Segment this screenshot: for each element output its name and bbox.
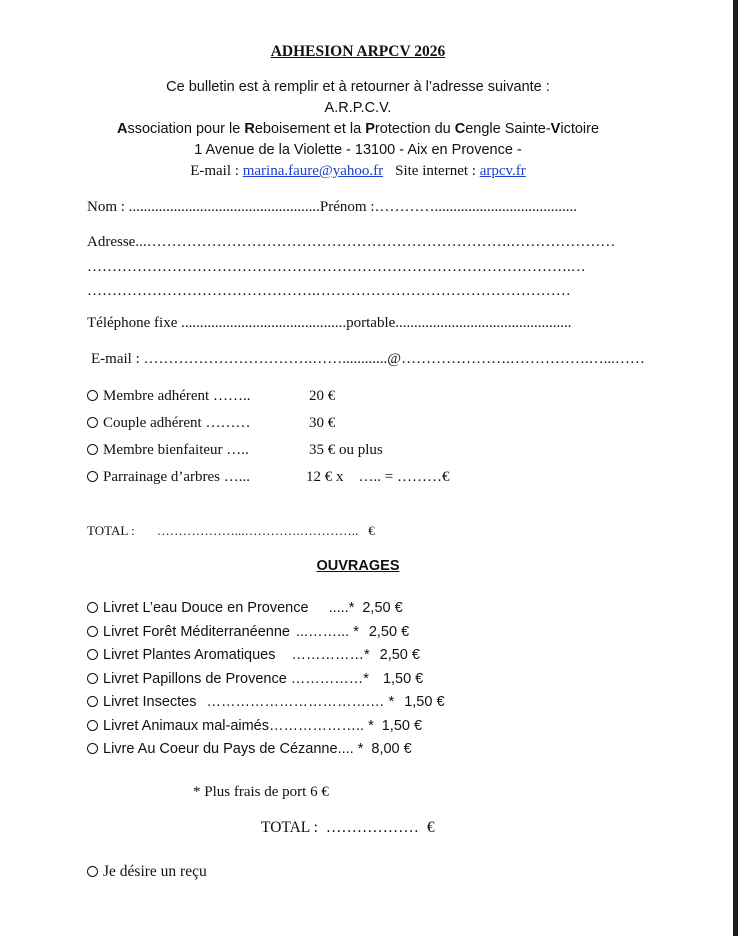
book-option[interactable] [87,693,467,712]
membership-amount: 12 € x ….. = ………€ [306,469,450,485]
book-option[interactable] [87,740,467,759]
prenom-field[interactable]: …………...................................... [374,199,578,215]
name-field-line [87,198,647,217]
total-label: TOTAL : [261,819,318,836]
membership-label: Membre bienfaiteur ….. [103,442,249,458]
membership-amount: 30 € [309,415,336,431]
association-name [0,119,716,140]
membership-option[interactable] [87,413,547,433]
book-option[interactable] [87,599,467,618]
book-quantity-field[interactable]: .....* [328,600,355,616]
radio-circle-icon[interactable] [87,626,98,637]
association-acronym: A.R.P.C.V. [324,100,392,116]
radio-circle-icon[interactable] [87,866,98,877]
initial-a: A [116,121,128,137]
book-price: 8,00 € [371,741,412,757]
book-price: 1,50 € [404,694,445,710]
portable-label: portable [346,315,396,331]
book-title: Livret Insectes [103,694,197,710]
book-option[interactable] [87,717,467,736]
membership-option[interactable] [87,386,547,406]
document-title: ADHESION ARPCV 2026 [270,43,446,60]
email-user-field[interactable]: …………………………….……............ [143,351,388,367]
books-total-line [261,818,561,838]
book-price: 2,50 € [379,647,420,663]
contact-email-link[interactable]: marina.faure@yahoo.fr [242,163,384,179]
contact-line [0,161,716,182]
book-title: Livre Au Coeur du Pays de Cézanne [103,741,338,757]
book-title: Livret Papillons de Provence [103,671,287,687]
total-field[interactable]: ……………… [325,819,419,836]
receipt-label: Je désire un reçu [103,863,207,880]
shipping-note: * Plus frais de port 6 € [193,784,329,800]
total-currency: € [426,819,435,836]
book-title: Livret Forêt Méditerranéenne [103,624,290,640]
address-field-line-1 [87,233,647,252]
intro-text: Ce bulletin est à remplir et à retourner à l’adresse suivante : [166,79,550,95]
book-option[interactable] [87,670,467,689]
book-option[interactable] [87,646,467,665]
book-quantity-field[interactable]: ……………* [290,671,369,687]
tel-fixe-label: Téléphone fixe [87,315,182,331]
contact-email-label: E-mail : [190,163,243,179]
radio-circle-icon[interactable] [87,602,98,613]
name-part: eboisement et la [254,121,366,137]
membership-label: Membre adhérent …….. [103,388,251,404]
email-label: E-mail : [91,351,144,367]
membership-amount: 20 € [309,388,336,404]
book-price: 1,50 € [381,718,423,734]
nom-field[interactable]: ................................................... [128,199,320,215]
radio-circle-icon[interactable] [87,390,98,401]
radio-circle-icon[interactable] [87,471,98,482]
email-field-line [91,350,647,369]
books-heading: OUVRAGES [316,558,400,574]
window-edge-border [733,0,738,936]
tel-fixe-field[interactable]: ............................................ [181,315,347,331]
book-option[interactable] [87,623,467,642]
adresse-label: Adresse [87,234,136,250]
membership-total-line [87,522,487,540]
initial-c: C [454,121,466,137]
book-price: 2,50 € [368,624,410,640]
book-quantity-field[interactable]: ……………….. * [269,718,374,734]
membership-label: Parrainage d’arbres …... [103,469,251,485]
address-field-line-3[interactable]: ……………………………………….…………………………………………… [87,283,571,299]
nom-label: Nom : [87,199,129,215]
book-price: 1,50 € [382,671,424,687]
receipt-option[interactable] [87,862,387,882]
email-at-sign: @ [387,351,402,367]
total-field[interactable]: ………………...………….………….. [156,523,359,538]
book-quantity-field[interactable]: ...……... * [296,624,359,640]
radio-circle-icon[interactable] [87,696,98,707]
name-part: ssociation pour le [127,121,245,137]
prenom-label: Prénom : [319,199,375,215]
name-part: ictoire [560,121,600,137]
adresse-field[interactable]: ...……………………………………………………………….………………… [135,234,616,250]
radio-circle-icon[interactable] [87,444,98,455]
membership-option[interactable] [87,440,547,460]
association-address: 1 Avenue de la Violette - 13100 - Aix en Provence - [194,142,522,158]
email-domain-field[interactable]: ………………….…………….…...…… [401,351,645,367]
total-label: TOTAL : [87,523,135,538]
membership-option[interactable] [87,467,547,487]
book-quantity-field[interactable]: ……………* [291,647,370,663]
book-price: 2,50 € [362,600,403,616]
radio-circle-icon[interactable] [87,720,98,731]
site-link[interactable]: arpcv.fr [479,163,526,179]
site-label: Site internet : [395,163,480,179]
membership-amount: 35 € ou plus [309,442,383,458]
address-field-line-2[interactable]: …………………………………………………………………………………….… [87,259,586,275]
book-title: Livret Plantes Aromatiques [103,647,276,663]
portable-field[interactable]: ............................................... [395,315,572,331]
book-quantity-field[interactable]: …………………………….… * [206,694,395,710]
initial-v: V [550,121,561,137]
name-part: rotection du [374,121,455,137]
total-currency: € [368,523,375,538]
initial-r: R [244,121,255,137]
book-title: Livret Animaux mal-aimés [103,718,269,734]
book-title: Livret L’eau Douce en Provence [103,600,309,616]
radio-circle-icon[interactable] [87,649,98,660]
name-part: engle Sainte- [465,121,551,137]
phone-field-line [87,314,647,333]
book-quantity-field[interactable]: .... * [337,741,364,757]
radio-circle-icon[interactable] [87,417,98,428]
radio-circle-icon[interactable] [87,673,98,684]
membership-label: Couple adhérent ……… [103,415,251,431]
initial-p: P [365,121,375,137]
radio-circle-icon[interactable] [87,743,98,754]
